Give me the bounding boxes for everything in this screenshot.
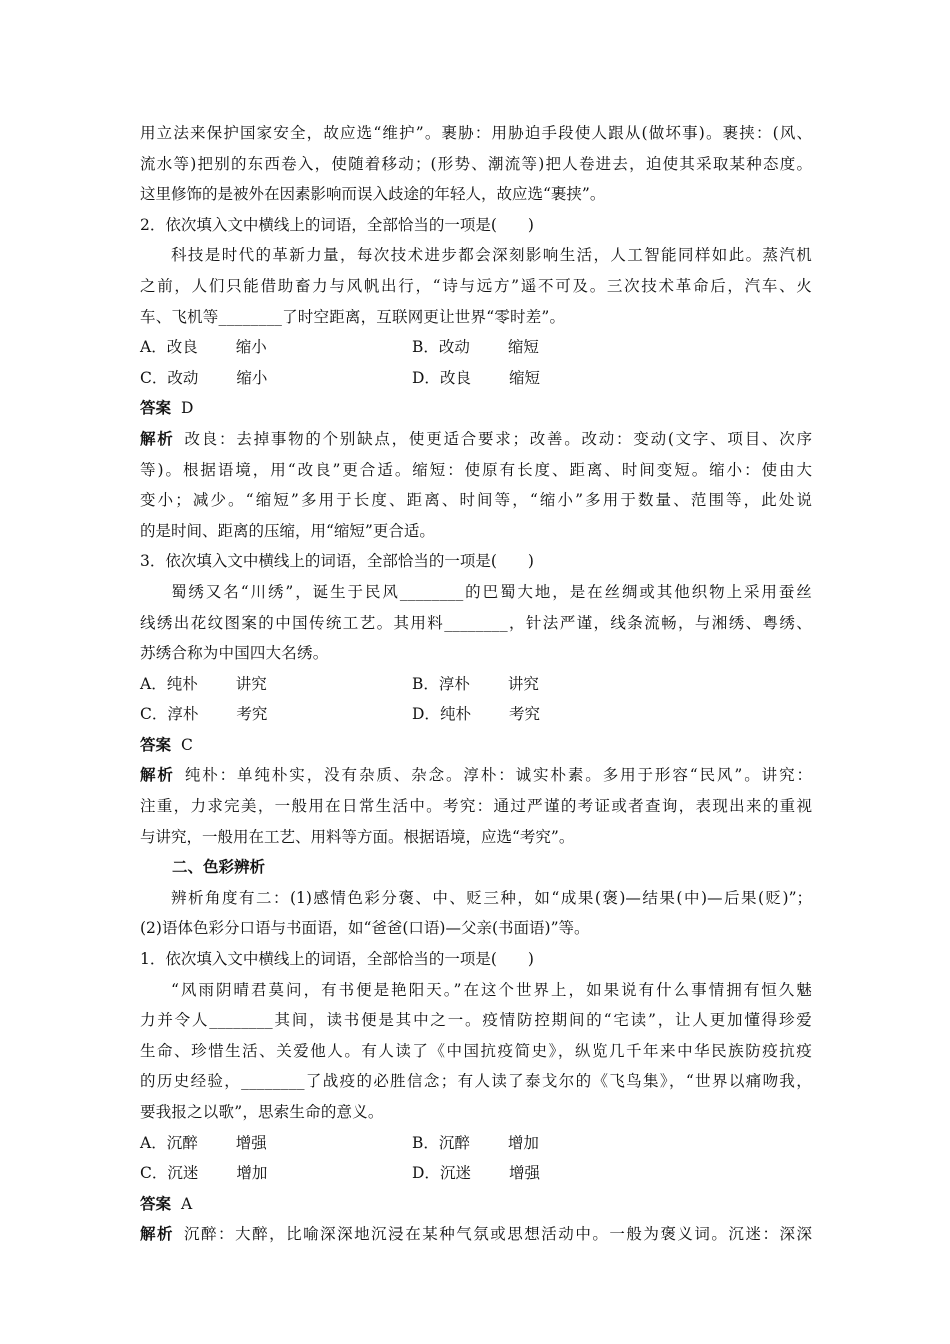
option-key: A． (140, 338, 167, 357)
option-word-2: 考究 (508, 705, 540, 724)
intro-line: 流水等)把别的东西卷入，使随着移动；(形势、潮流等)把人卷进去，迫使其采取某种态度。 (140, 154, 812, 173)
option-word-1: 沉醉 (166, 1133, 198, 1152)
answer-value: C (181, 735, 193, 754)
option-b (412, 332, 539, 363)
option-word-2: 考究 (236, 705, 268, 724)
analysis-line: 与讲究，一般用在工艺、用料等方面。根据语境，应选“考究”。 (140, 827, 575, 846)
option-word-2: 缩小 (235, 338, 267, 357)
option-row (140, 1158, 812, 1189)
analysis-label: 解析 (140, 765, 175, 785)
option-word-2: 缩短 (508, 368, 540, 387)
analysis-line (140, 760, 812, 791)
answer-label: 答案 (140, 398, 172, 418)
passage-line: 蜀绣又名“川绣”，诞生于民风________的巴蜀大地，是在丝绸或其他织物上采用蚕丝 (171, 582, 812, 601)
answer-label: 答案 (140, 1193, 172, 1213)
option-word-1: 沉迷 (439, 1164, 471, 1183)
question-stem: 1．依次填入文中横线上的词语，全部恰当的一项是( ) (140, 950, 534, 969)
analysis-line (140, 424, 812, 455)
option-row (140, 1128, 812, 1159)
option-word-1: 改动 (167, 368, 199, 387)
analysis-line: 变小；减少。“缩短”多用于长度、距离、时间等，“缩小”多用于数量、范围等，此处说 (140, 491, 812, 510)
passage-line: 科技是时代的革新力量，每次技术进步都会深刻影响生活，人工智能同样如此。蒸汽机 (171, 246, 812, 265)
option-word-1: 淳朴 (438, 674, 470, 693)
question-stem: 3．依次填入文中横线上的词语，全部恰当的一项是( ) (140, 552, 534, 571)
answer-line (140, 730, 812, 761)
question-stem: 2．依次填入文中横线上的词语，全部恰当的一项是( ) (140, 215, 534, 234)
option-key: A． (140, 1133, 167, 1152)
passage-line: 生命、珍惜生活、关爱他人。有人读了《中国抗疫简史》，纵览几千年来中华民族防疫抗疫 (140, 1041, 812, 1060)
option-key: A． (140, 674, 167, 693)
option-d (412, 363, 540, 394)
analysis-label: 解析 (140, 1224, 175, 1244)
option-b (412, 1128, 539, 1159)
passage-line: 要我报之以歌”，思索生命的意义。 (140, 1103, 384, 1121)
section-intro-line: (2)语体色彩分口语与书面语，如“爸爸(口语)—父亲(书面语)”等。 (140, 919, 590, 938)
option-word-1: 纯朴 (166, 674, 198, 693)
option-row (140, 363, 812, 394)
option-row (140, 699, 812, 730)
option-key: B． (412, 338, 439, 357)
answer-value: D (181, 399, 194, 418)
option-word-1: 改良 (439, 368, 471, 387)
analysis-line: 的是时间、距离的压缩，用“缩短”更合适。 (140, 521, 435, 540)
passage-line: 的历史经验，________了战疫的必胜信念；有人读了泰戈尔的《飞鸟集》，“世界以痛吻我， (140, 1072, 812, 1091)
passage-line: 苏绣合称为中国四大名绣。 (140, 644, 329, 663)
option-key: C． (140, 368, 168, 387)
option-key: B． (412, 1133, 439, 1152)
analysis-text: 改良：去掉事物的个别缺点，使更适合要求；改善。改动：变动(文字、项目、次序 (184, 429, 812, 448)
option-d (412, 1158, 540, 1189)
passage-line: 之前，人们只能借助畜力与风帆出行，“诗与远方”遥不可及。三次技术革命后，汽车、火 (140, 276, 812, 295)
option-c (140, 699, 267, 730)
option-c (140, 363, 267, 394)
option-key: D． (412, 1164, 440, 1183)
passage-line: 车、飞机等________了时空距离，互联网更让世界“零时差”。 (140, 307, 566, 326)
option-a (140, 332, 267, 363)
analysis-line (140, 1219, 812, 1250)
option-d (412, 699, 540, 730)
intro-line: 这里修饰的是被外在因素影响而误入歧途的年轻人，故应选“裹挟”。 (140, 185, 606, 204)
option-word-2: 缩小 (236, 368, 268, 387)
answer-line (140, 1189, 812, 1220)
analysis-line: 等)。根据语境，用“改良”更合适。缩短：使原有长度、距离、时间变短。缩小：使由大 (140, 460, 812, 479)
analysis-text: 沉醉：大醉，比喻深深地沉浸在某种气氛或思想活动中。一般为褒义词。沉迷：深深 (184, 1225, 812, 1244)
answer-label: 答案 (140, 734, 172, 754)
option-word-1: 沉醉 (438, 1133, 470, 1152)
option-row (140, 332, 812, 363)
option-word-2: 增加 (236, 1164, 268, 1183)
passage-line: 力并令人________其间，读书便是其中之一。疫情防控期间的“宅读”，让人更加懂得珍爱 (140, 1011, 812, 1030)
option-row (140, 669, 812, 700)
option-a (140, 1128, 267, 1159)
option-a (140, 669, 267, 700)
option-word-2: 讲究 (507, 674, 539, 693)
option-word-1: 改动 (438, 338, 470, 357)
passage-line: 线绣出花纹图案的中国传统工艺。其用料________，针法严谨，线条流畅，与湘绣、粤绣、 (140, 613, 812, 632)
option-word-2: 增加 (507, 1133, 539, 1152)
section-intro-line: 辨析角度有二：(1)感情色彩分褒、中、贬三种，如“成果(褒)—结果(中)—后果(贬)”； (171, 888, 812, 907)
option-key: D． (412, 368, 440, 387)
option-word-2: 增强 (235, 1133, 267, 1152)
analysis-text: 纯朴：单纯朴实，没有杂质、杂念。淳朴：诚实朴素。多用于形容“民风”。讲究： (184, 766, 812, 785)
option-word-1: 改良 (166, 338, 198, 357)
option-word-1: 纯朴 (439, 705, 471, 724)
option-word-2: 讲究 (235, 674, 267, 693)
option-key: D． (412, 705, 440, 724)
answer-value: A (181, 1194, 193, 1213)
analysis-line: 注重，力求完美，一般用在日常生活中。考究：通过严谨的考证或者查询，表现出来的重视 (140, 797, 812, 816)
option-c (140, 1158, 267, 1189)
passage-line: “风雨阴晴君莫问，有书便是艳阳天。”在这个世界上，如果说有什么事情拥有恒久魅 (171, 980, 812, 999)
option-key: B． (412, 674, 439, 693)
section-title: 二、色彩辨析 (172, 857, 266, 877)
option-word-1: 淳朴 (167, 705, 199, 724)
option-b (412, 669, 539, 700)
intro-line: 用立法来保护国家安全，故应选“维护”。裹胁：用胁迫手段使人跟从(做坏事)。裹挟：(风、 (140, 124, 812, 142)
answer-line (140, 393, 812, 424)
document-page (140, 118, 812, 1250)
option-key: C． (140, 705, 168, 724)
analysis-label: 解析 (140, 428, 175, 448)
option-word-2: 增强 (508, 1164, 540, 1183)
option-word-2: 缩短 (507, 338, 539, 357)
option-word-1: 沉迷 (167, 1164, 199, 1183)
option-key: C． (140, 1164, 168, 1183)
